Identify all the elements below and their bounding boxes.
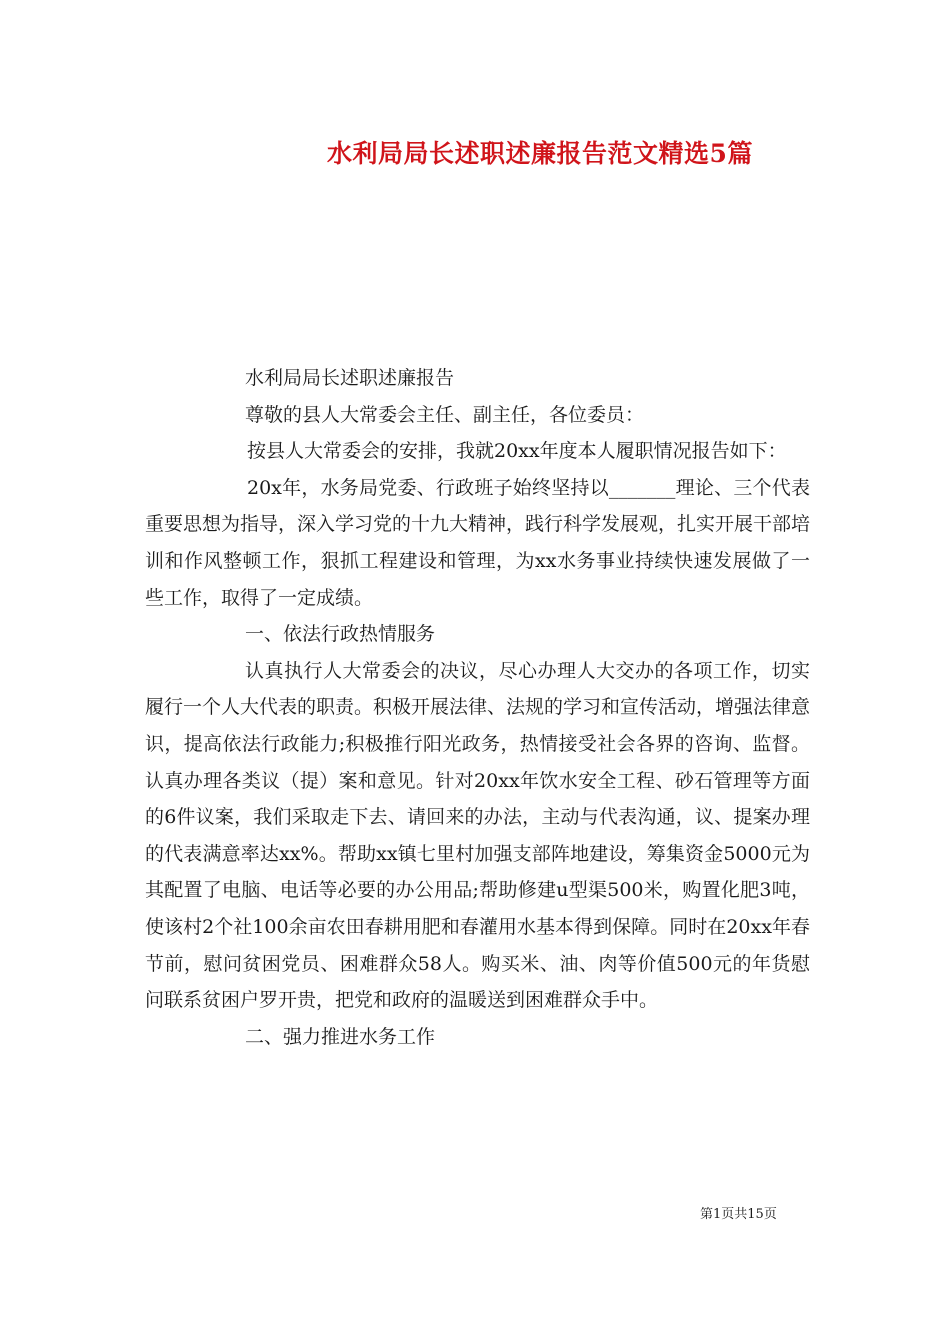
summary-paragraph: 20x年，水务局党委、行政班子始终坚持以_______理论、三个代表重要思想为指导，深入学习党的十九大精神，践行科学发展观，扎实开展干部培训和作风整顿工作，狠抓工程建设和管理，为xx水务事业持续快速发展做了一些工作，取得了一定成绩。 [145, 476, 811, 609]
section-heading-2: 二、强力推进水务工作 [245, 1025, 436, 1048]
document-title: 水利局局长述职述廉报告范文精选5篇 [327, 139, 753, 168]
report-heading: 水利局局长述职述廉报告 [245, 367, 455, 389]
page-number-footer: 第1页共15页 [700, 1207, 777, 1222]
document-body [145, 360, 810, 1055]
section-1-paragraph: 认真执行人大常委会的决议，尽心办理人大交办的各项工作，切实履行一个人大代表的职责。积极开展法律、法规的学习和宣传活动，增强法律意识，提高依法行政能力;积极推行阳光政务，热情接受社会各界的咨询、监督。认真办理各类议（提）案和意见。针对20xx年饮水安全工程、砂石管理等方面的6件议案，我们采取走下去、请回来的办法，主动与代表沟通，议、提案办理的代表满意率达xx%。帮助xx镇七里村加强支部阵地建设，筹集资金5000元为其配置了电脑、电话等必要的办公用品;帮助修建u型渠500米，购置化肥3吨，使该村2个社100余亩农田春耕用肥和春灌用水基本得到保障。同时在20xx年春节前，慰问贫困党员、困难群众58人。购买米、油、肉等价值500元的年货慰问联系贫困户罗开贵，把党和政府的温暖送到困难群众手中。 [145, 659, 811, 1012]
section-heading-1: 一、依法行政热情服务 [245, 623, 436, 646]
intro-paragraph: 按县人大常委会的安排，我就20xx年度本人履职情况报告如下： [247, 440, 787, 463]
salutation: 尊敬的县人大常委会主任、副主任，各位委员： [245, 403, 645, 426]
